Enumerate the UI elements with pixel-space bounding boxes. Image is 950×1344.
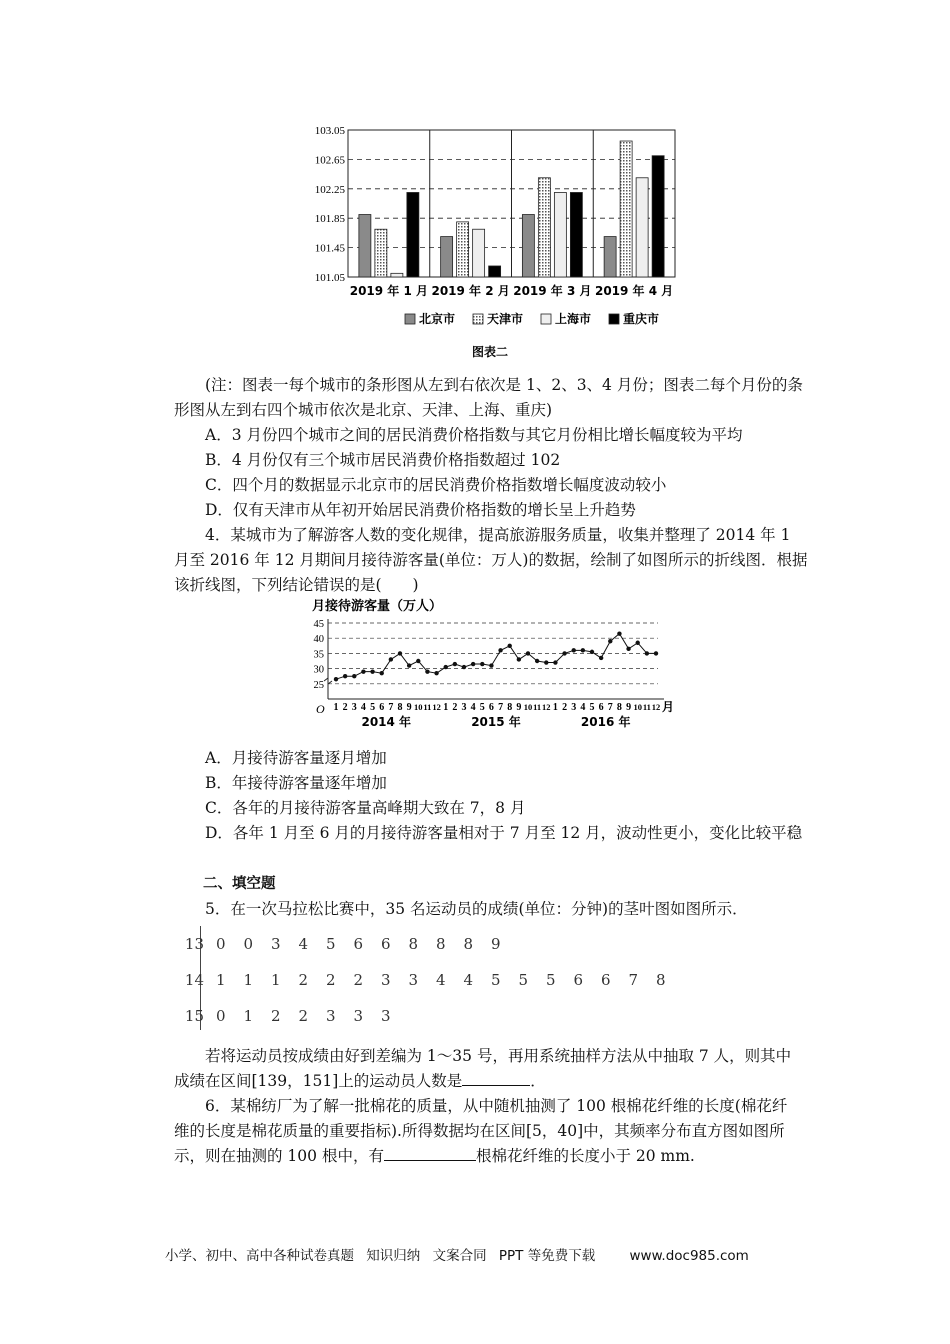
leaf-value: 1 [243,1007,254,1025]
q5-intro: 5．在一次马拉松比赛中，35 名运动员的成绩(单位：分钟)的茎叶图如图所示． [205,900,748,918]
footer-item-1: 小学、初中、高中各种试卷真题 [165,1248,354,1264]
legend-swatch [541,314,551,324]
leaf-value: 3 [271,935,281,953]
q6-line-3 [174,1144,814,1169]
data-point [535,659,539,663]
data-point [389,657,393,661]
bar [604,237,616,277]
month-tick-label: 11 [642,702,651,712]
q5-answer-blank[interactable] [462,1069,530,1086]
month-tick-label: 10 [414,702,423,712]
y-tick-label: 101.85 [314,213,345,226]
data-point [462,665,466,669]
bar-chart [290,118,690,363]
leaf-value: 6 [601,971,611,989]
data-point [498,648,502,652]
bar [441,237,453,277]
chart-note: (注：图表一每个城市的条形图从左到右依次是 1、2、3、4 月份；图表二每个月份的条形图从左到右四个城市依次是北京、天津、上海、重庆) [174,376,803,419]
leaf-value: 3 [326,1007,336,1025]
q6-line-2: 维的长度是棉花质量的重要指标).所得数据均在区间[5，40]中，其频率分布直方图如图所 [174,1122,785,1140]
footer-item-3: 文案合同 [432,1248,487,1264]
data-point [352,674,356,678]
q6-answer-blank[interactable] [384,1144,476,1161]
y-tick-label: 35 [313,649,324,661]
q4-line-1: 4．某城市为了解游客人数的变化规律，提高旅游服务质量，收集并整理了 2014 年 1 [205,526,791,544]
y-tick-label: 102.65 [314,154,345,167]
month-tick-label: 2 [452,702,458,713]
year-label: 2016 年 [580,715,631,729]
data-point [526,651,530,655]
month-tick-label: 4 [580,702,586,713]
month-tick-label: 10 [523,702,533,712]
leaf-value: 4 [298,935,309,953]
month-tick-label: 9 [406,702,412,713]
section-2-heading: 二、填空题 [203,876,276,892]
leaf-value: 5 [546,971,556,989]
month-tick-label: 3 [461,702,467,713]
month-tick-label: 3 [351,702,357,713]
leaf-value: 3 [353,1007,364,1025]
leaf-value: 2 [271,1007,281,1025]
data-point [590,650,594,654]
month-tick-label: 6 [598,702,604,713]
data-point [407,663,411,667]
chart-caption: 图表二 [471,345,509,359]
q4-line-3: 该折线图，下列结论错误的是( ) [174,576,419,594]
q6-line-1: 6．某棉纺厂为了解一批棉花的质量，从中随机抽测了 100 根棉花纤维的长度(棉花纤 [205,1097,788,1115]
month-tick-label: 2 [342,702,348,713]
month-tick-label: 7 [388,702,394,713]
leaf-value: 3 [408,971,419,989]
stem-value: 13 [184,935,204,953]
leaf-value: 0 [243,935,254,953]
leaf-value: 6 [381,935,391,953]
q3-option-c: C．四个月的数据显示北京市的居民消费价格指数增长幅度波动较小 [205,476,667,494]
q4-option-a: A．月接待游客量逐月增加 [205,749,387,767]
q5-line-1: 若将运动员按成绩由好到差编为 1～35 号，再用系统抽样方法从中抽取 7 人，则其中 [205,1047,792,1065]
data-point [489,663,493,667]
bar [375,229,387,277]
legend-label: 天津市 [487,312,524,326]
y-tick-label: 101.05 [314,272,345,284]
month-tick-label: 12 [651,702,661,712]
month-tick-label: 11 [533,702,542,712]
origin-label: O [316,702,325,716]
leaf-value: 1 [216,971,226,989]
leaf-value: 2 [298,971,309,989]
bar [457,222,469,277]
line-chart [300,596,690,738]
data-point [416,659,420,663]
q3-option-b: B．4 月份仅有三个城市居民消费价格指数超过 102 [205,451,561,469]
month-tick-label: 1 [443,702,449,713]
q3-option-a: A．3 月份四个城市之间的居民消费价格指数与其它月份相比增长幅度较为平均 [205,426,743,444]
bar [620,141,632,277]
data-point [380,671,384,675]
month-tick-label: 4 [470,702,476,713]
month-tick-label: 5 [589,702,595,713]
leaf-value: 5 [491,971,501,989]
leaf-value: 9 [491,935,501,953]
leaf-value: 2 [326,971,336,989]
stem-value: 14 [184,971,204,989]
q5-line-2-text: 成绩在区间[139，151]上的运动员人数是 [174,1072,463,1090]
y-tick-label: 101.45 [314,242,345,255]
q4-option-d: D．各年 1 月至 6 月的月接待游客量相对于 7 月至 12 月，波动性更小，变化比较平稳 [205,824,803,842]
q4-line-2: 月至 2016 年 12 月期间月接待游客量(单位：万人)的数据，绘制了如图所示的折线图．根据 [174,551,808,569]
footer-item-4: PPT 等免费下载 [498,1248,596,1264]
leaf-value: 5 [518,971,529,989]
leaf-value: 0 [216,935,226,953]
month-tick-label: 3 [571,702,577,713]
q4-option-b: B．年接待游客量逐年增加 [205,774,387,792]
y-tick-label: 45 [313,619,324,630]
footer [165,1244,865,1264]
legend-label: 北京市 [419,312,456,326]
x-category-label: 2019 年 1 月 [349,284,429,298]
leaf-value: 6 [353,935,364,953]
leaf-value: 3 [381,1007,391,1025]
month-tick-label: 11 [423,702,432,712]
legend-swatch [473,314,483,324]
stem-leaf-plot [178,926,698,1034]
month-tick-label: 8 [616,702,622,713]
legend-swatch [405,314,415,324]
footer-url[interactable]: www.doc985.com [629,1248,749,1264]
y-tick-label: 103.05 [314,125,345,137]
legend-swatch [609,314,619,324]
data-point [572,648,576,652]
bar [522,215,534,277]
data-point [444,665,448,669]
leaf-list [210,971,684,989]
bar [554,192,566,277]
leaf-value: 2 [353,971,364,989]
month-tick-label: 8 [507,702,513,713]
y-tick-label: 30 [313,664,324,676]
data-point [654,651,658,655]
bar [407,192,419,277]
legend-label: 重庆市 [623,312,660,326]
leaf-value: 4 [463,971,474,989]
data-point [599,656,603,660]
x-category-label: 2019 年 2 月 [431,284,510,298]
y-tick-label: 102.25 [314,183,345,196]
leaf-value: 1 [271,971,281,989]
q5-q6-block [174,1044,814,1169]
bar [489,266,501,277]
stem-row [178,998,698,1034]
y-tick-label: 40 [313,634,324,646]
q4-options [174,746,814,846]
month-tick-label: 12 [432,702,441,712]
data-point [471,662,475,666]
data-point [617,631,621,635]
data-point [608,639,612,643]
month-tick-label: 9 [626,702,632,713]
data-point [334,677,338,681]
data-point [370,669,374,673]
stem-row [178,926,698,962]
year-label: 2014 年 [361,715,412,729]
data-point [517,657,521,661]
leaf-value: 8 [436,935,446,953]
data-point [453,662,457,666]
q3-block [174,373,814,598]
data-point [645,651,649,655]
q5-line-2 [174,1069,814,1094]
line-chart-title: 月接待游客量（万人） [312,599,443,614]
month-tick-label: 7 [607,702,613,713]
data-point [626,647,630,651]
leaf-value: 8 [656,971,666,989]
month-tick-label: 5 [370,702,376,713]
q5-end: ． [530,1072,546,1090]
leaf-value: 8 [408,935,419,953]
q6-line-3-text: 示，则在抽测的 100 根中，有 [174,1147,384,1165]
data-point [553,660,557,664]
month-tick-label: 6 [379,702,385,713]
leaf-value: 3 [381,971,391,989]
q3-option-d: D．仅有天津市从年初开始居民消费价格指数的增长呈上升趋势 [205,501,636,519]
month-tick-label: 10 [633,702,642,712]
data-point [480,662,484,666]
leaf-value: 7 [628,971,639,989]
month-tick-label: 7 [498,702,504,713]
bar [636,178,648,277]
month-tick-label: 1 [333,702,339,713]
leaf-list [210,1007,409,1025]
data-point [562,651,566,655]
bar [652,156,664,277]
leaf-value: 2 [298,1007,309,1025]
month-tick-label: 2 [562,702,568,713]
y-tick-label: 25 [313,679,324,691]
series-line [336,634,656,680]
stem-value: 15 [184,1007,204,1025]
leaf-value: 6 [573,971,584,989]
bar [473,229,485,277]
axis-break [324,678,332,684]
data-point [343,674,347,678]
year-label: 2015 年 [471,715,521,729]
data-point [398,651,402,655]
footer-item-2: 知识归纳 [366,1248,421,1264]
leaf-value: 4 [436,971,446,989]
month-tick-label: 6 [488,702,494,713]
leaf-value: 5 [326,935,336,953]
month-tick-label: 5 [479,702,485,713]
month-tick-label: 9 [516,702,522,713]
leaf-list [210,935,519,953]
month-tick-label: 4 [360,702,366,713]
data-point [361,669,365,673]
leaf-value: 0 [216,1007,226,1025]
leaf-value: 1 [243,971,254,989]
x-axis-unit: 月 [662,700,675,714]
data-point [425,669,429,673]
month-tick-label: 12 [542,702,551,712]
data-point [581,648,585,652]
month-tick-label: 8 [397,702,403,713]
data-point [434,671,438,675]
bar [391,273,403,277]
data-point [508,644,512,648]
q6-end: 根棉花纤维的长度小于 20 mm. [475,1147,695,1165]
leaf-value: 8 [463,935,474,953]
x-category-label: 2019 年 4 月 [594,284,674,298]
data-point [636,641,640,645]
bar [570,192,582,277]
data-point [544,660,548,664]
x-category-label: 2019 年 3 月 [513,284,592,298]
bar [359,215,371,277]
bar [538,178,550,277]
month-tick-label: 1 [552,702,558,713]
stem-row [178,962,698,998]
section-2 [174,872,814,922]
q4-option-c: C．各年的月接待游客量高峰期大致在 7，8 月 [205,799,526,817]
legend-label: 上海市 [555,312,592,326]
